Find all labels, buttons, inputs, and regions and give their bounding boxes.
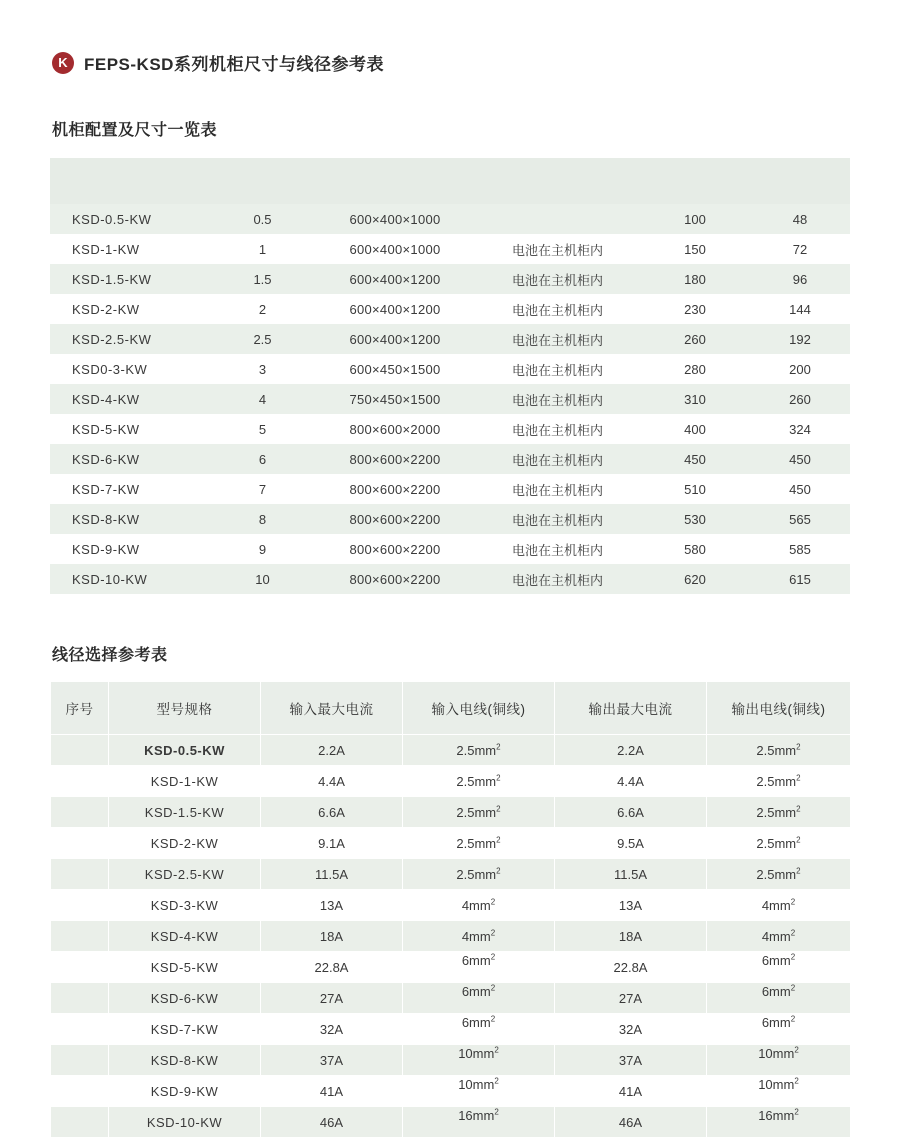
wire-cell-output-current: 41A (555, 1076, 707, 1107)
cabinet-cell-weight: 230 (640, 294, 750, 324)
cabinet-cell-model: KSD-10-KW (50, 564, 210, 594)
table-row (51, 921, 851, 952)
wire-col-model: 型号规格 (109, 682, 261, 735)
wire-cell-output-wire: $2.5mm^2$ (707, 797, 851, 828)
wire-cell-model: KSD-7-KW (109, 1014, 261, 1045)
cabinet-cell-weight: 510 (640, 474, 750, 504)
cabinet-cell-dimensions: 600×400×1200 (315, 294, 475, 324)
wire-cell-output-wire: $2.5mm^2$ (707, 735, 851, 766)
cabinet-cell-power: 2 (210, 294, 315, 324)
cabinet-cell-model: KSD-9-KW (50, 534, 210, 564)
wire-cell-output-current: 37A (555, 1045, 707, 1076)
cabinet-cell-dimensions: 600×400×1000 (315, 204, 475, 234)
cabinet-cell-weight: 530 (640, 504, 750, 534)
wire-cell-output-wire: $16mm^2$ (707, 1107, 851, 1138)
cabinet-cell-weight: 260 (640, 324, 750, 354)
cabinet-cell-dimensions: 800×600×2000 (315, 414, 475, 444)
wire-cell-output-wire: $10mm^2$ (707, 1045, 851, 1076)
wire-cell-input-current: 27A (261, 983, 403, 1014)
cabinet-cell-value: 200 (750, 354, 850, 384)
cabinet-col-dimensions (315, 158, 475, 204)
table-row (50, 504, 850, 534)
cabinet-cell-weight: 450 (640, 444, 750, 474)
wire-cell-model: KSD-9-KW (109, 1076, 261, 1107)
cabinet-col-power (210, 158, 315, 204)
wire-cell-no (51, 921, 109, 952)
wire-cell-output-wire: $4mm^2$ (707, 890, 851, 921)
cabinet-cell-power: 1 (210, 234, 315, 264)
wire-cell-input-wire: $10mm^2$ (403, 1076, 555, 1107)
wire-cell-output-current: 2.2A (555, 735, 707, 766)
cabinet-cell-model: KSD0-3-KW (50, 354, 210, 384)
cabinet-cell-weight: 150 (640, 234, 750, 264)
cabinet-col-weight (640, 158, 750, 204)
wire-cell-no (51, 1076, 109, 1107)
table-row (51, 735, 851, 766)
cabinet-cell-power: 0.5 (210, 204, 315, 234)
cabinet-col-battery (475, 158, 640, 204)
cabinet-cell-value: 96 (750, 264, 850, 294)
wire-cell-model: KSD-4-KW (109, 921, 261, 952)
table-row (50, 414, 850, 444)
cabinet-cell-battery: 电池在主机柜内 (475, 534, 640, 564)
wire-cell-output-current: 4.4A (555, 766, 707, 797)
cabinet-cell-model: KSD-1.5-KW (50, 264, 210, 294)
wire-cell-output-wire: $6mm^2$ (707, 952, 851, 983)
wire-cell-input-wire: $2.5mm^2$ (403, 766, 555, 797)
table-row (51, 859, 851, 890)
wire-cell-output-current: 6.6A (555, 797, 707, 828)
table-row (50, 354, 850, 384)
cabinet-cell-power: 4 (210, 384, 315, 414)
cabinet-cell-power: 1.5 (210, 264, 315, 294)
cabinet-cell-power: 7 (210, 474, 315, 504)
wire-cell-output-current: 13A (555, 890, 707, 921)
wire-cell-output-current: 11.5A (555, 859, 707, 890)
cabinet-cell-weight: 180 (640, 264, 750, 294)
wire-cell-input-current: 22.8A (261, 952, 403, 983)
table-row (50, 474, 850, 504)
cabinet-cell-battery: 电池在主机柜内 (475, 474, 640, 504)
wire-cell-no (51, 766, 109, 797)
cabinet-cell-value: 72 (750, 234, 850, 264)
cabinet-section-heading: 机柜配置及尺寸一览表 (52, 122, 218, 139)
cabinet-cell-battery: 电池在主机柜内 (475, 234, 640, 264)
cabinet-cell-battery: 电池在主机柜内 (475, 264, 640, 294)
wire-cell-output-wire: $6mm^2$ (707, 983, 851, 1014)
wire-cell-output-current: 18A (555, 921, 707, 952)
brand-logo-icon: K (52, 52, 74, 74)
cabinet-cell-dimensions: 600×400×1200 (315, 324, 475, 354)
table-row (51, 797, 851, 828)
cabinet-table-body (50, 204, 850, 594)
cabinet-cell-dimensions: 600×450×1500 (315, 354, 475, 384)
cabinet-cell-value: 615 (750, 564, 850, 594)
cabinet-cell-battery (475, 204, 640, 234)
wire-cell-no (51, 735, 109, 766)
wire-cell-input-current: 37A (261, 1045, 403, 1076)
wire-cell-input-wire: $10mm^2$ (403, 1045, 555, 1076)
cabinet-cell-power: 3 (210, 354, 315, 384)
wire-cell-no (51, 828, 109, 859)
wire-cell-input-wire: $2.5mm^2$ (403, 828, 555, 859)
wire-table-header (51, 682, 851, 735)
cabinet-cell-power: 5 (210, 414, 315, 444)
table-row (50, 204, 850, 234)
wire-cell-model: KSD-6-KW (109, 983, 261, 1014)
wire-cell-output-current: 27A (555, 983, 707, 1014)
wire-cell-input-current: 9.1A (261, 828, 403, 859)
table-row (50, 324, 850, 354)
wire-cell-input-wire: $4mm^2$ (403, 921, 555, 952)
table-row (51, 983, 851, 1014)
wire-cell-model: KSD-1.5-KW (109, 797, 261, 828)
cabinet-cell-battery: 电池在主机柜内 (475, 384, 640, 414)
wire-cell-output-wire: $2.5mm^2$ (707, 828, 851, 859)
wire-cell-input-wire: $2.5mm^2$ (403, 859, 555, 890)
wire-cell-output-wire: $6mm^2$ (707, 1014, 851, 1045)
cabinet-cell-power: 10 (210, 564, 315, 594)
wire-cell-no (51, 859, 109, 890)
cabinet-cell-dimensions: 600×400×1000 (315, 234, 475, 264)
cabinet-cell-model: KSD-8-KW (50, 504, 210, 534)
table-row (51, 952, 851, 983)
wire-cell-no (51, 1014, 109, 1045)
cabinet-cell-model: KSD-2.5-KW (50, 324, 210, 354)
cabinet-cell-dimensions: 600×400×1200 (315, 264, 475, 294)
wire-col-input-wire: 输入电线(铜线) (403, 682, 555, 735)
wire-cell-output-current: 9.5A (555, 828, 707, 859)
wire-cell-no (51, 1045, 109, 1076)
cabinet-cell-dimensions: 800×600×2200 (315, 474, 475, 504)
cabinet-cell-weight: 400 (640, 414, 750, 444)
cabinet-spec-table (50, 158, 850, 594)
table-row (50, 264, 850, 294)
table-row (50, 294, 850, 324)
wire-cell-no (51, 890, 109, 921)
cabinet-cell-weight: 100 (640, 204, 750, 234)
cabinet-cell-dimensions: 800×600×2200 (315, 504, 475, 534)
wire-cell-input-current: 6.6A (261, 797, 403, 828)
page-title: FEPS-KSD系列机柜尺寸与线径参考表 (84, 55, 384, 74)
wire-cell-input-wire: $16mm^2$ (403, 1107, 555, 1138)
wire-table-body (51, 735, 851, 1138)
wire-cell-input-current: 18A (261, 921, 403, 952)
table-row (50, 534, 850, 564)
cabinet-cell-weight: 280 (640, 354, 750, 384)
cabinet-cell-weight: 580 (640, 534, 750, 564)
cabinet-cell-dimensions: 800×600×2200 (315, 444, 475, 474)
wire-cell-input-current: 32A (261, 1014, 403, 1045)
wire-cell-model: KSD-5-KW (109, 952, 261, 983)
cabinet-cell-value: 585 (750, 534, 850, 564)
wire-cell-output-wire: $10mm^2$ (707, 1076, 851, 1107)
wire-cell-input-wire: $6mm^2$ (403, 952, 555, 983)
cabinet-cell-power: 6 (210, 444, 315, 474)
cabinet-cell-battery: 电池在主机柜内 (475, 324, 640, 354)
table-row (51, 828, 851, 859)
cabinet-cell-dimensions: 800×600×2200 (315, 534, 475, 564)
cabinet-cell-model: KSD-2-KW (50, 294, 210, 324)
wire-cell-no (51, 797, 109, 828)
table-row (51, 1014, 851, 1045)
table-row (51, 766, 851, 797)
cabinet-cell-weight: 620 (640, 564, 750, 594)
cabinet-cell-power: 8 (210, 504, 315, 534)
table-row (51, 1076, 851, 1107)
cabinet-cell-dimensions: 800×600×2200 (315, 564, 475, 594)
wire-cell-model: KSD-3-KW (109, 890, 261, 921)
cabinet-col-model (50, 158, 210, 204)
wire-cell-output-current: 32A (555, 1014, 707, 1045)
wire-cell-input-current: 46A (261, 1107, 403, 1138)
wire-cell-input-current: 4.4A (261, 766, 403, 797)
wire-cell-model: KSD-0.5-KW (109, 735, 261, 766)
cabinet-cell-model: KSD-5-KW (50, 414, 210, 444)
wire-cell-model: KSD-2.5-KW (109, 859, 261, 890)
cabinet-cell-value: 450 (750, 444, 850, 474)
wire-cell-input-current: 41A (261, 1076, 403, 1107)
wire-cell-output-wire: $2.5mm^2$ (707, 859, 851, 890)
cabinet-cell-model: KSD-0.5-KW (50, 204, 210, 234)
wire-cell-output-current: 46A (555, 1107, 707, 1138)
cabinet-cell-battery: 电池在主机柜内 (475, 294, 640, 324)
wire-cell-input-wire: $4mm^2$ (403, 890, 555, 921)
wire-cell-output-wire: $4mm^2$ (707, 921, 851, 952)
cabinet-cell-dimensions: 750×450×1500 (315, 384, 475, 414)
wire-cell-model: KSD-1-KW (109, 766, 261, 797)
wire-section-heading: 线径选择参考表 (52, 647, 168, 664)
table-row (51, 890, 851, 921)
cabinet-cell-weight: 310 (640, 384, 750, 414)
cabinet-col-value (750, 158, 850, 204)
wire-cell-input-current: 13A (261, 890, 403, 921)
cabinet-cell-value: 48 (750, 204, 850, 234)
wire-cell-no (51, 952, 109, 983)
cabinet-cell-power: 9 (210, 534, 315, 564)
cabinet-cell-battery: 电池在主机柜内 (475, 564, 640, 594)
cabinet-cell-value: 565 (750, 504, 850, 534)
cabinet-cell-value: 144 (750, 294, 850, 324)
table-row (51, 1045, 851, 1076)
wire-cell-input-wire: $2.5mm^2$ (403, 735, 555, 766)
cabinet-cell-value: 450 (750, 474, 850, 504)
wire-cell-model: KSD-2-KW (109, 828, 261, 859)
cabinet-cell-power: 2.5 (210, 324, 315, 354)
wire-cell-model: KSD-10-KW (109, 1107, 261, 1138)
wire-cell-no (51, 983, 109, 1014)
wire-col-input-current: 输入最大电流 (261, 682, 403, 735)
cabinet-table-header (50, 158, 850, 204)
cabinet-cell-battery: 电池在主机柜内 (475, 414, 640, 444)
wire-cell-input-current: 11.5A (261, 859, 403, 890)
wire-cell-model: KSD-8-KW (109, 1045, 261, 1076)
cabinet-cell-battery: 电池在主机柜内 (475, 444, 640, 474)
wire-cell-input-current: 2.2A (261, 735, 403, 766)
cabinet-cell-value: 192 (750, 324, 850, 354)
wire-cell-input-wire: $2.5mm^2$ (403, 797, 555, 828)
cabinet-cell-model: KSD-1-KW (50, 234, 210, 264)
cabinet-cell-value: 324 (750, 414, 850, 444)
cabinet-cell-value: 260 (750, 384, 850, 414)
cabinet-cell-model: KSD-4-KW (50, 384, 210, 414)
table-row (50, 444, 850, 474)
table-row (50, 384, 850, 414)
table-row (50, 564, 850, 594)
wire-cell-output-current: 22.8A (555, 952, 707, 983)
table-row (50, 234, 850, 264)
wire-gauge-table (50, 681, 851, 1138)
cabinet-cell-model: KSD-7-KW (50, 474, 210, 504)
cabinet-cell-battery: 电池在主机柜内 (475, 354, 640, 384)
wire-cell-input-wire: $6mm^2$ (403, 983, 555, 1014)
wire-cell-output-wire: $2.5mm^2$ (707, 766, 851, 797)
wire-cell-input-wire: $6mm^2$ (403, 1014, 555, 1045)
cabinet-cell-battery: 电池在主机柜内 (475, 504, 640, 534)
wire-col-no: 序号 (51, 682, 109, 735)
wire-col-output-wire: 输出电线(铜线) (707, 682, 851, 735)
document-header (50, 0, 850, 75)
cabinet-cell-model: KSD-6-KW (50, 444, 210, 474)
wire-col-output-current: 输出最大电流 (555, 682, 707, 735)
